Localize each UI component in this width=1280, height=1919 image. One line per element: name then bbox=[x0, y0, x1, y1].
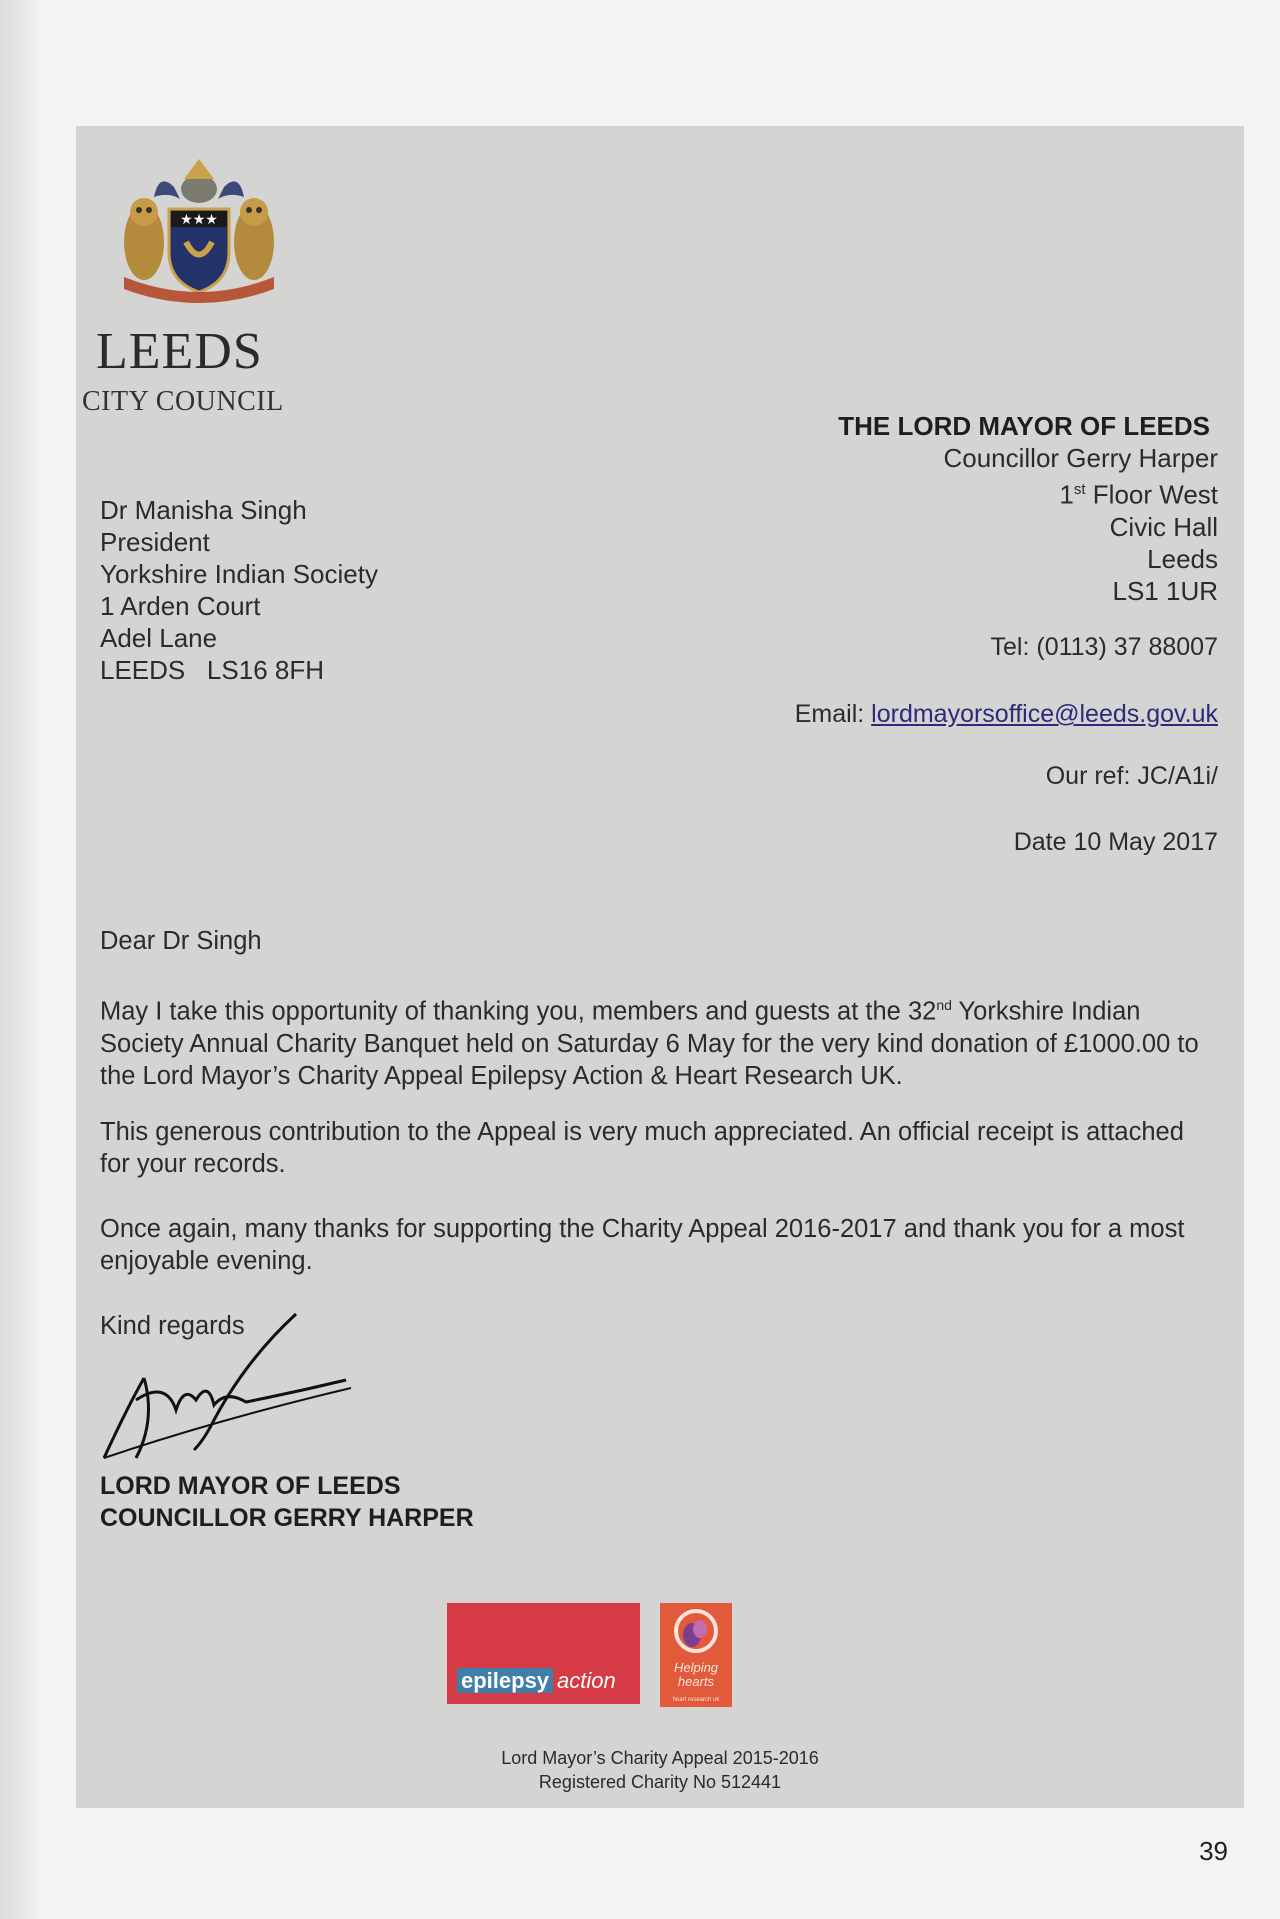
page-number: 39 bbox=[1199, 1836, 1228, 1866]
closing: Kind regards bbox=[100, 1312, 245, 1340]
sender-city: Leeds bbox=[1147, 543, 1218, 574]
hearts-line-1: Helping bbox=[673, 1660, 719, 1675]
recipient-role: President bbox=[100, 527, 210, 557]
recipient-name: Dr Manisha Singh bbox=[100, 495, 307, 525]
signatory-name: COUNCILLOR GERRY HARPER bbox=[100, 1504, 474, 1532]
letter-footer bbox=[440, 1746, 880, 1794]
paragraph-1: May I take this opportunity of thanking you, members and guests at the 32nd Yorkshire Indian Society Annual Charity Banquet held on Saturday 6 May for the very kind donation of £1000.00 to the Lord Mayor’s Charity Appeal Epilepsy Action & Heart Research UK. bbox=[100, 997, 1199, 1090]
page-edge bbox=[0, 0, 40, 1919]
sender-floor: 1st Floor West bbox=[1059, 479, 1218, 510]
hearts-subline: heart research uk bbox=[672, 1697, 720, 1703]
sender-address bbox=[698, 410, 1218, 607]
sender-postcode: LS1 1UR bbox=[1112, 575, 1218, 606]
email-link[interactable]: lordmayorsoffice@leeds.gov.uk bbox=[871, 700, 1218, 728]
svg-text:★★★: ★★★ bbox=[180, 212, 218, 228]
helping-hearts-logo bbox=[660, 1603, 732, 1707]
hearts-icon bbox=[660, 1603, 732, 1659]
signature bbox=[96, 1300, 356, 1470]
recipient-city-postcode: LEEDS LS16 8FH bbox=[100, 655, 324, 685]
email-label: Email: bbox=[794, 700, 865, 728]
signatory bbox=[100, 1470, 474, 1534]
recipient-address bbox=[100, 494, 378, 686]
sender-name: Councillor Gerry Harper bbox=[943, 443, 1218, 473]
logo-word-epilepsy: epilepsy bbox=[457, 1668, 553, 1693]
paragraph-3: Once again, many thanks for supporting the Charity Appeal 2016-2017 and thank you for a most enjoyable evening. bbox=[100, 1215, 1185, 1275]
recipient-road: Adel Lane bbox=[100, 623, 218, 653]
sender-building: Civic Hall bbox=[1109, 511, 1218, 542]
reference: Our ref: JC/A1i/ bbox=[1045, 762, 1218, 790]
sender-title: THE LORD MAYOR OF LEEDS bbox=[838, 411, 1210, 441]
signatory-title: LORD MAYOR OF LEEDS bbox=[100, 1472, 401, 1500]
logo-word-action: action bbox=[557, 1668, 616, 1693]
footer-charity-number: Registered Charity No 512441 bbox=[538, 1772, 782, 1792]
epilepsy-action-logo bbox=[447, 1603, 640, 1704]
letter-date: Date 10 May 2017 bbox=[1013, 828, 1218, 856]
recipient-street: 1 Arden Court bbox=[100, 591, 261, 621]
sender-telephone: Tel: (0113) 37 88007 bbox=[990, 633, 1218, 661]
coat-of-arms-icon bbox=[114, 157, 284, 307]
sender-email-line bbox=[598, 700, 1218, 729]
footer-appeal: Lord Mayor’s Charity Appeal 2015-2016 bbox=[501, 1748, 819, 1768]
council-name: LEEDS bbox=[96, 323, 263, 380]
salutation: Dear Dr Singh bbox=[100, 927, 262, 955]
hearts-line-2: hearts bbox=[677, 1674, 715, 1689]
recipient-org: Yorkshire Indian Society bbox=[100, 559, 378, 589]
paragraph-2: This generous contribution to the Appeal is very much appreciated. An official receipt is attached for your records. bbox=[100, 1118, 1184, 1178]
council-subtitle: CITY COUNCIL bbox=[82, 386, 284, 417]
